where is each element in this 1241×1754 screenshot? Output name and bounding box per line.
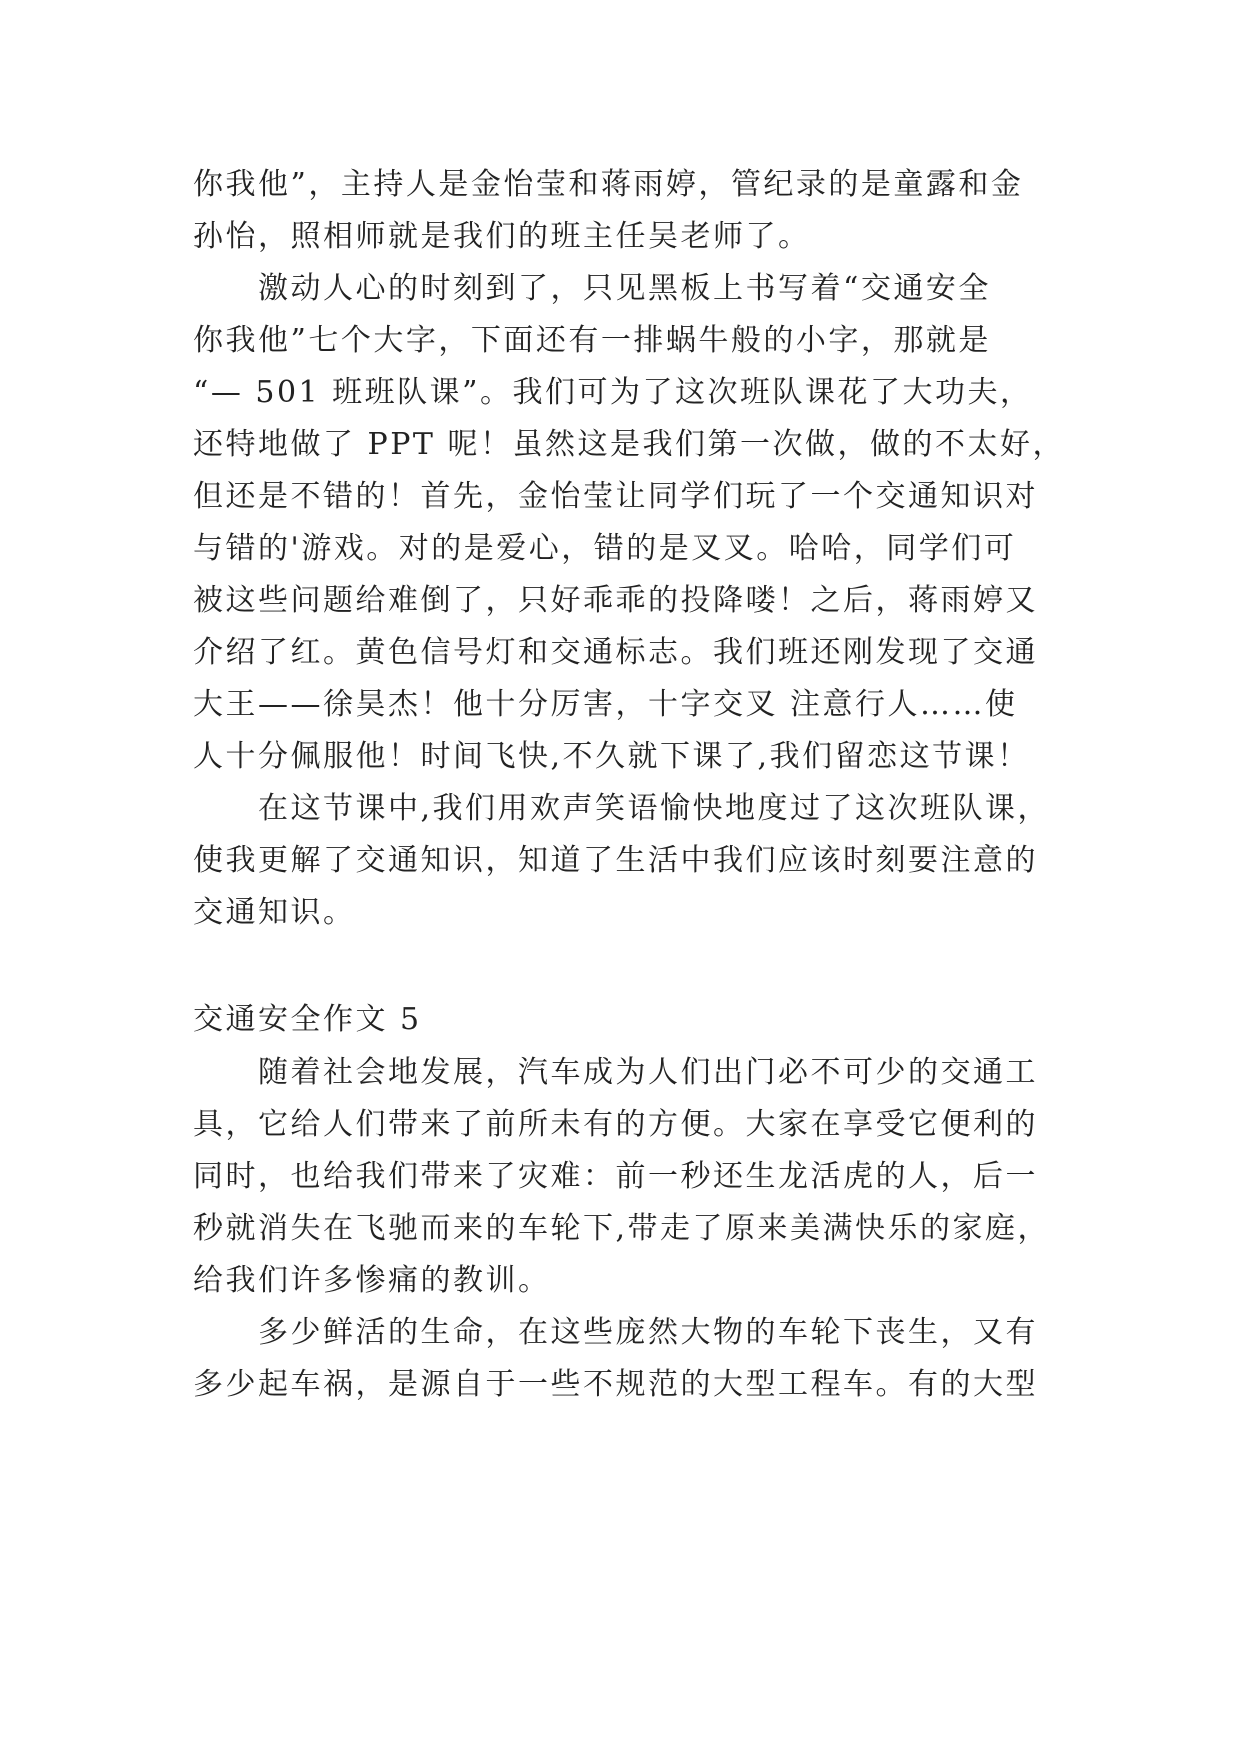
text-line: 给我们许多惨痛的教训。 bbox=[193, 1263, 551, 1298]
text-line: 使我更解了交通知识，知道了生活中我们应该时刻要注意的 bbox=[193, 843, 1038, 878]
section-heading: 交通安全作文 5 bbox=[193, 1002, 422, 1037]
text-line: 但还是不错的！首先，金怡莹让同学们玩了一个交通知识对 bbox=[193, 479, 1038, 514]
text-line: 介绍了红。黄色信号灯和交通标志。我们班还刚发现了交通 bbox=[193, 635, 1038, 670]
text-line: 秒就消失在飞驰而来的车轮下,带走了原来美满快乐的家庭， bbox=[193, 1211, 1051, 1246]
text-line: 被这些问题给难倒了，只好乖乖的投降喽！之后，蒋雨婷又 bbox=[193, 583, 1038, 618]
text-line: 交通知识。 bbox=[193, 895, 356, 930]
text-line: 激动人心的时刻到了，只见黑板上书写着“交通安全 bbox=[258, 271, 991, 306]
text-line: 随着社会地发展，汽车成为人们出门必不可少的交通工 bbox=[258, 1055, 1038, 1090]
text-line: 人十分佩服他！时间飞快,不久就下课了,我们留恋这节课！ bbox=[193, 739, 1030, 774]
text-line: 你我他”七个大字，下面还有一排蜗牛般的小字，那就是 bbox=[193, 323, 991, 358]
text-line: 与错的'游戏。对的是爱心，错的是叉叉。哈哈，同学们可 bbox=[193, 531, 1017, 566]
text-line: “— 501 班班队课”。我们可为了这次班队课花了大功夫， bbox=[193, 375, 1033, 410]
text-line: 孙怡，照相师就是我们的班主任吴老师了。 bbox=[193, 219, 811, 254]
text-line: 多少鲜活的生命，在这些庞然大物的车轮下丧生，又有 bbox=[258, 1315, 1038, 1350]
text-line: 你我他”，主持人是金怡莹和蒋雨婷，管纪录的是童露和金 bbox=[193, 167, 1024, 202]
text-line: 同时，也给我们带来了灾难：前一秒还生龙活虎的人，后一 bbox=[193, 1159, 1038, 1194]
text-line: 具，它给人们带来了前所未有的方便。大家在享受它便利的 bbox=[193, 1107, 1038, 1142]
text-line: 大王——徐昊杰！他十分厉害，十字交叉 注意行人……使 bbox=[193, 687, 1018, 722]
text-line: 还特地做了 PPT 呢！虽然这是我们第一次做，做的不太好， bbox=[193, 427, 1065, 462]
text-line: 在这节课中,我们用欢声笑语愉快地度过了这次班队课， bbox=[258, 791, 1051, 826]
text-line: 多少起车祸，是源自于一些不规范的大型工程车。有的大型 bbox=[193, 1367, 1038, 1402]
